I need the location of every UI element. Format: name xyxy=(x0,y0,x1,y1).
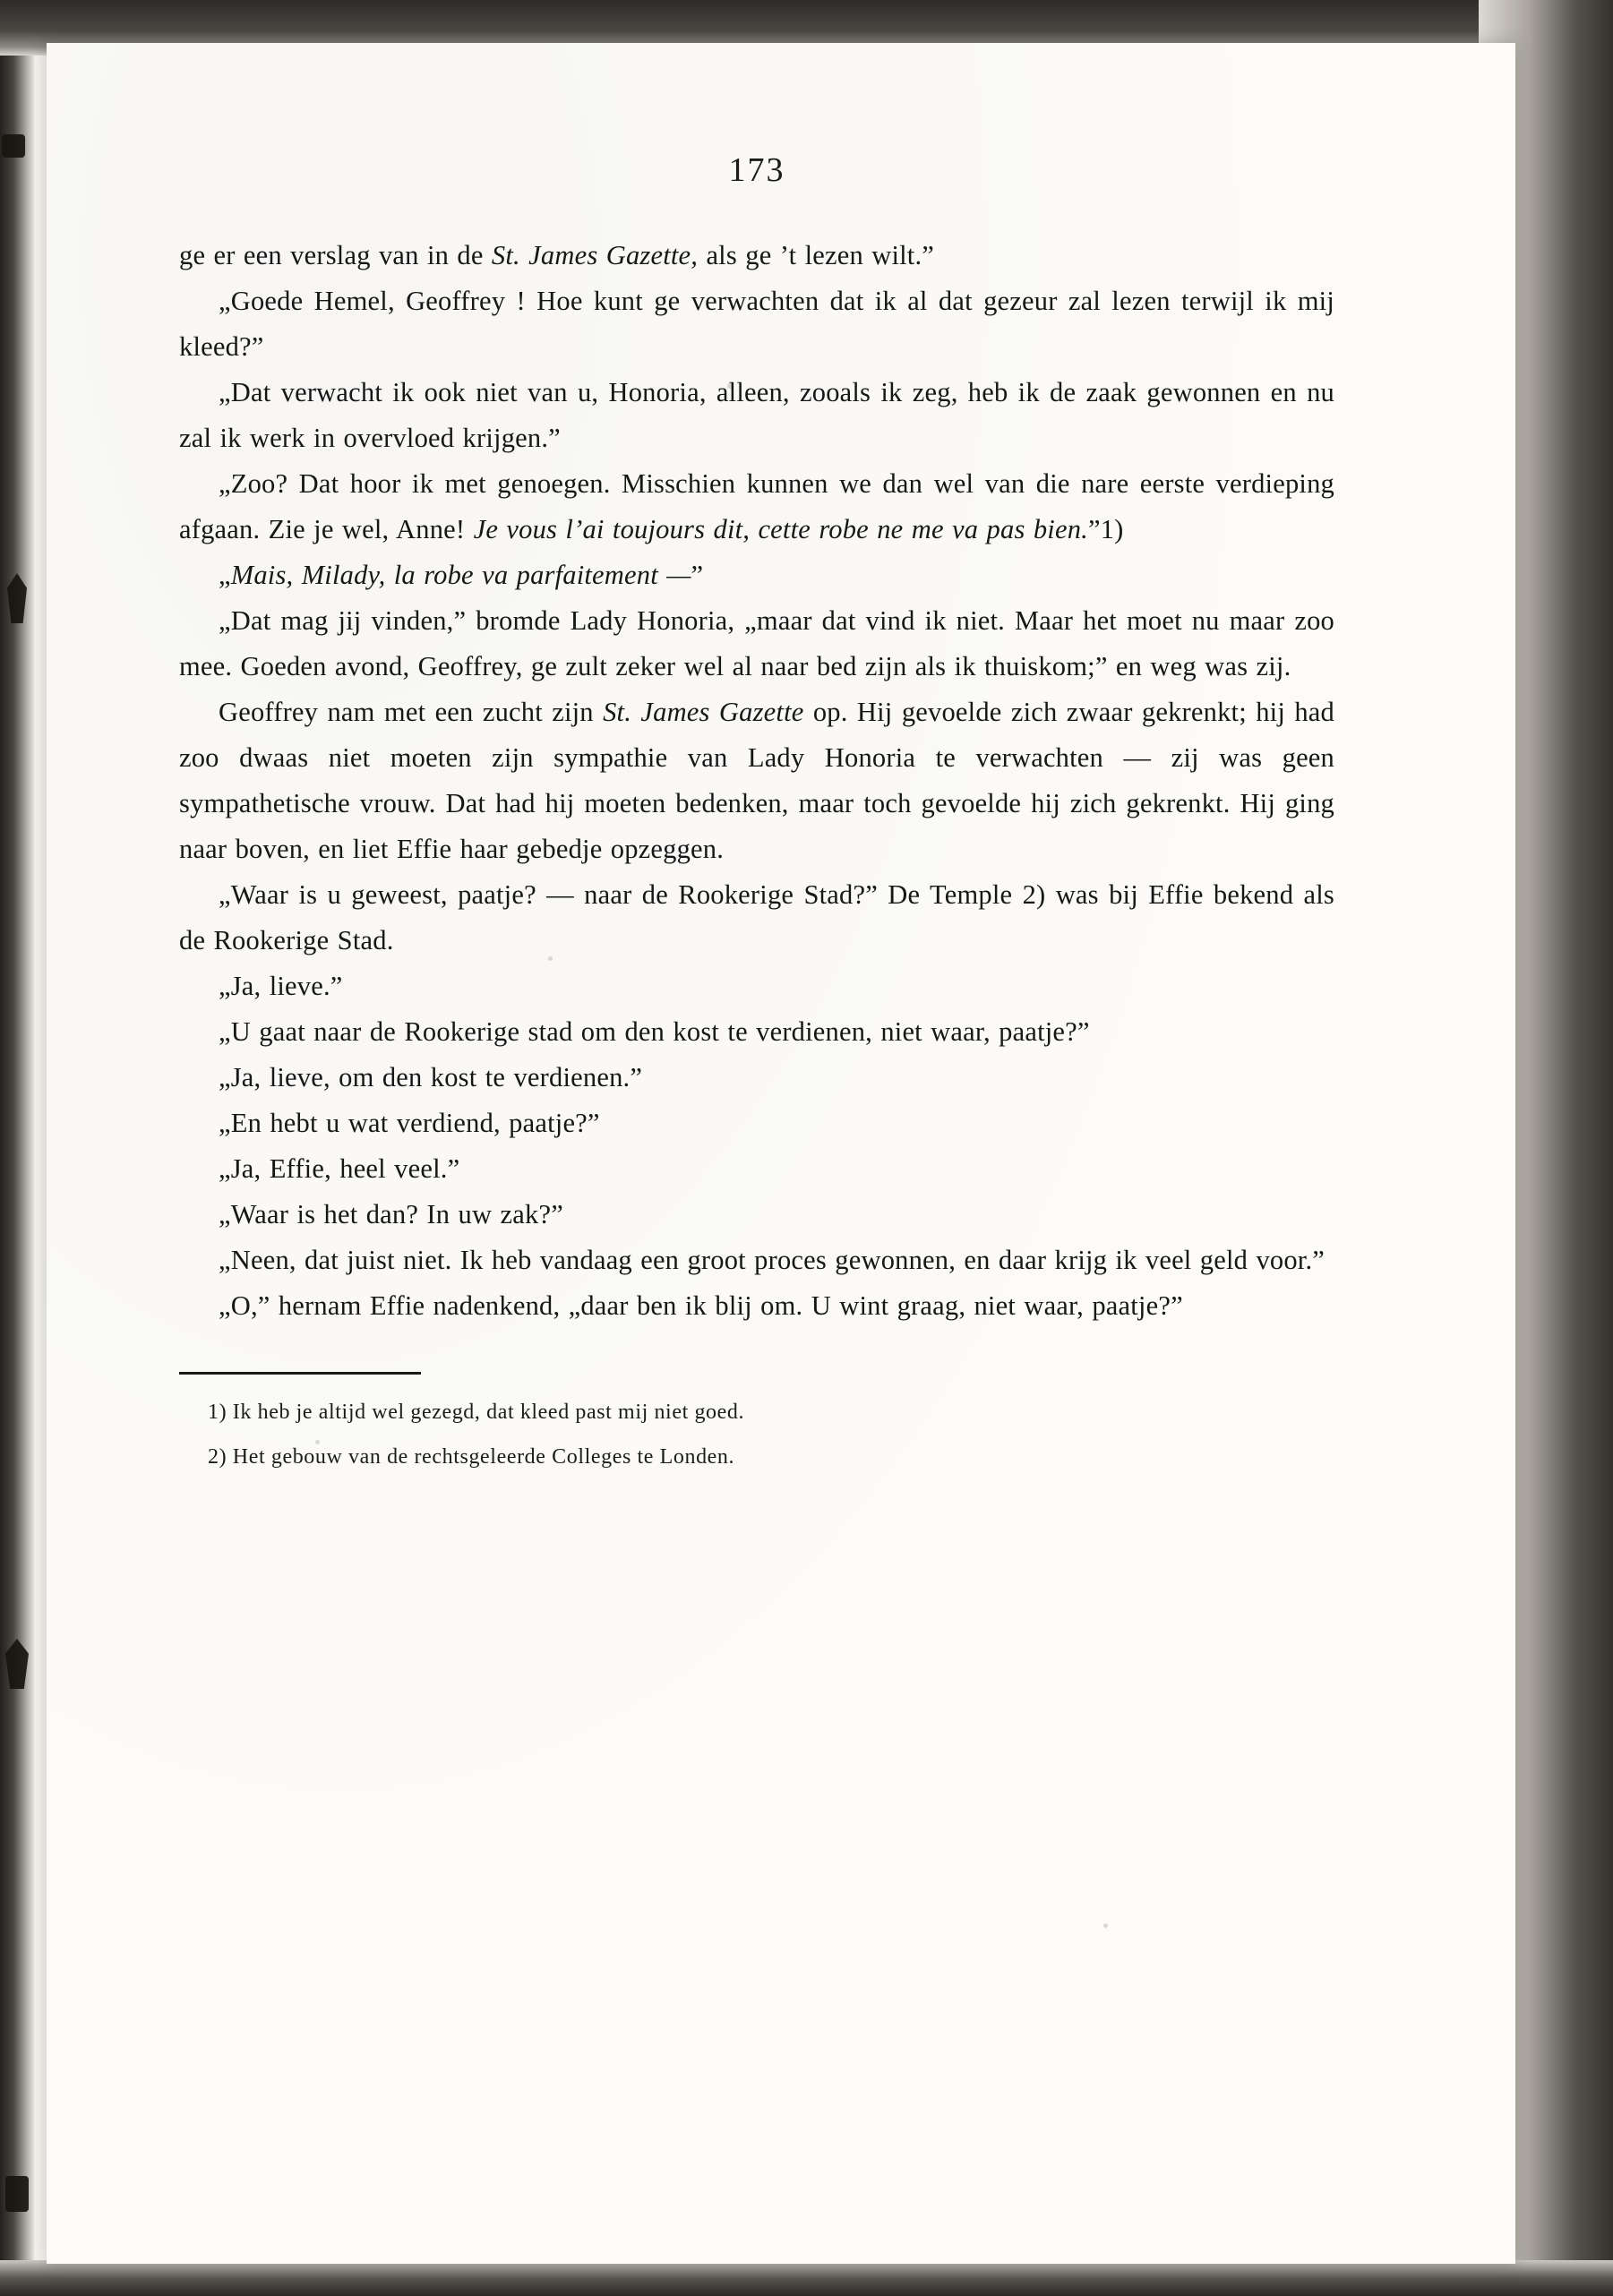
paragraph xyxy=(179,1192,1334,1238)
paragraph xyxy=(179,872,1334,964)
paragraph xyxy=(179,1146,1334,1192)
paragraph xyxy=(179,1055,1334,1101)
page-surface xyxy=(47,43,1515,2264)
text-run: „Waar is u geweest, paatje? — naar de Rookerige Stad?” De Temple 2) was bij Effie bekend als de Rookerige Stad. xyxy=(179,879,1334,955)
footnote xyxy=(179,1439,1334,1475)
text-run: „O,” hernam Effie nadenkend, „daar ben ik blij om. U wint graag, niet waar, paatje?” xyxy=(219,1290,1183,1321)
text-run: „Ja, Effie, heel veel.” xyxy=(219,1153,460,1184)
paragraph xyxy=(179,1283,1334,1329)
text-run: „Waar is het dan? In uw zak?” xyxy=(219,1199,563,1229)
footnote xyxy=(179,1394,1334,1430)
text-run: „ xyxy=(219,560,231,590)
italic-run: St. James Gazette xyxy=(603,697,804,727)
paragraph xyxy=(179,278,1334,370)
text-run: „Ja, lieve, om den kost te verdienen.” xyxy=(219,1062,643,1092)
footnotes xyxy=(179,1359,1334,1475)
footnote-text: Ik heb je altijd wel gezegd, dat kleed past mij niet goed. xyxy=(232,1401,745,1424)
text-run: „Zoo? Dat hoor ik met genoegen. Misschien kunnen we dan wel van die nare eerste verdieping afgaan. Zie je wel, Anne! xyxy=(179,468,1334,544)
scan-speck xyxy=(1103,1923,1108,1928)
scan-edge-left xyxy=(0,0,34,2296)
text-run: „Neen, dat juist niet. Ik heb vandaag een groot proces gewonnen, en daar krijg ik veel geld voor.” xyxy=(219,1245,1326,1275)
binding-mark-4 xyxy=(5,2176,29,2212)
text-run: „Goede Hemel, Geoffrey ! Hoe kunt ge verwachten dat ik al dat gezeur zal lezen terwijl ik mij kleed?” xyxy=(179,286,1334,362)
text-run: „Dat verwacht ik ook niet van u, Honoria, alleen, zooals ik zeg, heb ik de zaak gewonnen en nu zal ik werk in overvloed krijgen.” xyxy=(179,377,1334,453)
italic-run: St. James Gazette, xyxy=(491,240,699,270)
binding-mark-1 xyxy=(2,134,25,158)
paragraph xyxy=(179,233,1334,278)
text-run: ” xyxy=(691,560,704,590)
paragraph xyxy=(179,1238,1334,1283)
text-run: Geoffrey nam met een zucht zijn xyxy=(219,697,604,727)
paragraph xyxy=(179,370,1334,461)
text-run: ”1) xyxy=(1087,514,1124,544)
paragraph xyxy=(179,964,1334,1009)
italic-run: Je vous l’ai toujours dit, cette robe ne me va pas bien. xyxy=(473,514,1088,544)
page-content xyxy=(179,150,1334,1484)
text-run: „Dat mag jij vinden,” bromde Lady Honoria, „maar dat vind ik niet. Maar het moet nu maar zoo mee. Goeden avond, Geoffrey, ge zult zeker wel al naar bed zijn als ik thuiskom;” en weg was zij. xyxy=(179,605,1334,681)
paragraph xyxy=(179,1101,1334,1146)
italic-run: Mais, Milady, la robe va parfaitement — xyxy=(230,560,691,590)
page-number: 173 xyxy=(728,151,785,189)
text-run: „En hebt u wat verdiend, paatje?” xyxy=(219,1108,600,1138)
page-sheet xyxy=(47,43,1515,2264)
paragraph xyxy=(179,553,1334,598)
text-run: „Ja, lieve.” xyxy=(219,971,343,1001)
footnote-marker: 1) xyxy=(208,1401,233,1424)
paragraph xyxy=(179,598,1334,690)
footnote-rule xyxy=(179,1372,421,1375)
text-run: als ge ’t lezen wilt.” xyxy=(698,240,935,270)
footnote-marker: 2) xyxy=(208,1445,233,1469)
text-run: ge er een verslag van in de xyxy=(179,240,492,270)
footnote-text: Het gebouw van de rechtsgeleerde Colleges te Londen. xyxy=(232,1445,735,1469)
scan-edge-bottom xyxy=(0,2260,1613,2296)
body-text xyxy=(179,233,1334,1329)
paragraph xyxy=(179,1009,1334,1055)
paragraph xyxy=(179,690,1334,872)
paragraph xyxy=(179,461,1334,553)
text-run: op. Hij gevoelde zich zwaar gekrenkt; hij had zoo dwaas niet moeten zijn sympathie van Lady Honoria te verwachten — zij was geen sympathetische vrouw. Dat had hij moeten bedenken, maar toch gevoelde hij zich gekrenkt. Hij ging naar boven, en liet Effie haar gebedje opzeggen. xyxy=(179,697,1334,864)
text-run: „U gaat naar de Rookerige stad om den kost te verdienen, niet waar, paatje?” xyxy=(219,1016,1090,1047)
